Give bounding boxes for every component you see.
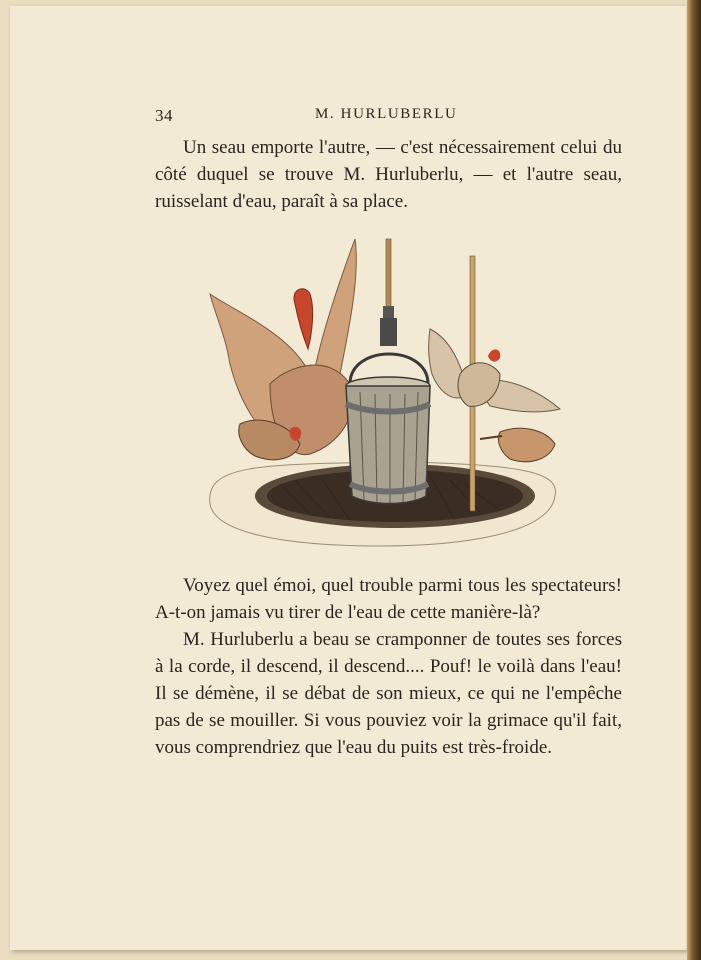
- left-goose: [210, 239, 356, 460]
- paragraph: M. Hurluberlu a beau se cramponner de toutes ses forces à la corde, il descend, il descend.... Pouf! le voilà dans l'eau! Il se démène, il se débat de son mieux, ce qui ne l'empêche pas de se mouiller. Si vous pouviez voir la grimace qu'il fait, vous comprendriez que l'eau du puits est très-froide.: [155, 629, 622, 758]
- fox: [480, 428, 555, 462]
- page-number: 34: [155, 106, 173, 125]
- text-block-bottom: [155, 572, 622, 761]
- bucket: [346, 377, 430, 504]
- text-block-top: [155, 134, 622, 215]
- well-bucket-illustration: [200, 234, 580, 564]
- running-head: [10, 106, 686, 126]
- book-spine: [687, 0, 701, 960]
- right-bird: [429, 329, 560, 412]
- running-title: M. HURLUBERLU: [315, 106, 458, 122]
- hook: [350, 306, 428, 384]
- paragraph: Un seau emporte l'autre, — c'est nécessairement celui du côté duquel se trouve M. Hurluberlu, — et l'autre seau, ruisselant d'eau, paraît à sa place.: [155, 137, 622, 212]
- book-page: [10, 6, 688, 950]
- paragraph: Voyez quel émoi, quel trouble parmi tous les spectateurs! A-t-on jamais vu tirer de l'eau de cette manière-là?: [155, 575, 622, 623]
- rope: [386, 239, 391, 307]
